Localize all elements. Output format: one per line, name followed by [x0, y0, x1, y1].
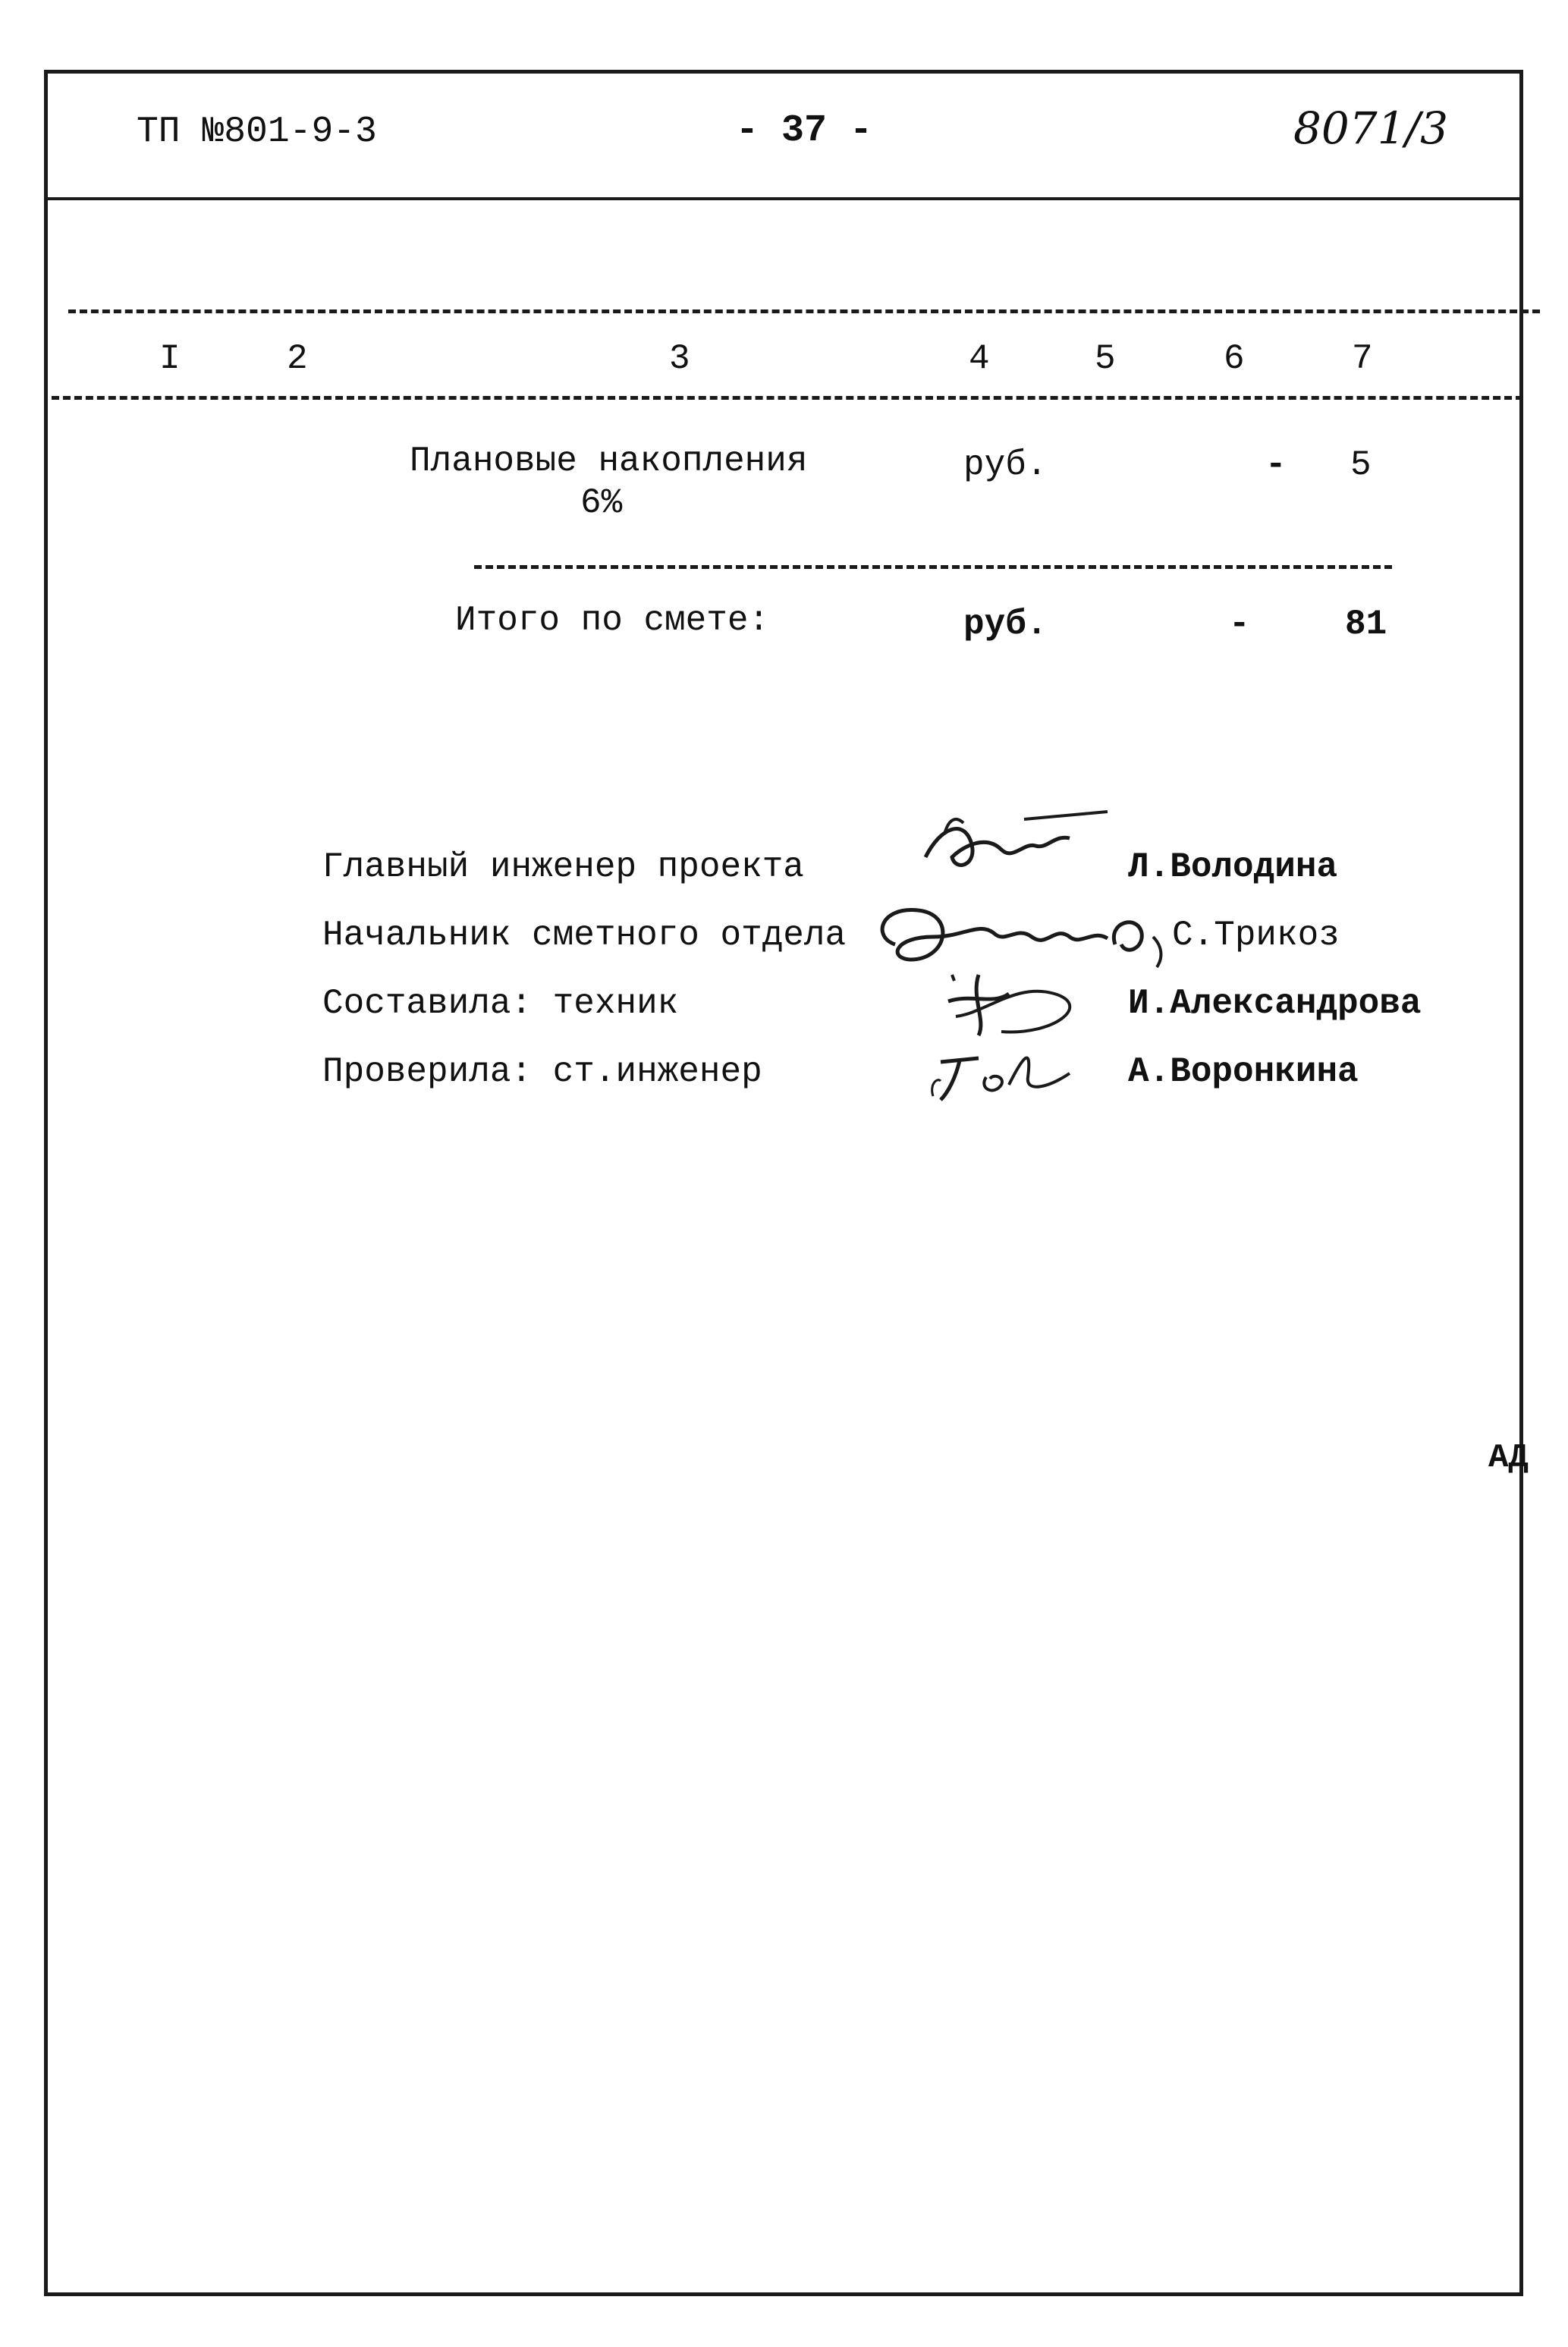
table-top-rule: [68, 309, 1540, 313]
signer-position-compiler: Составила: техник: [322, 984, 679, 1023]
signer-name-checker: А.Воронкина: [1128, 1052, 1359, 1092]
signature-compiler: [925, 960, 1108, 1043]
signature-checker: [918, 1032, 1115, 1108]
col-number-7: 7: [1352, 339, 1373, 379]
row-unit: руб.: [963, 445, 1048, 485]
signer-name-chief-engineer: Л.Володина: [1128, 847, 1338, 887]
header-divider: [44, 197, 1523, 200]
signer-name-compiler: И.Александрова: [1128, 984, 1422, 1023]
signature-chief-engineer: [910, 804, 1145, 888]
col-number-4: 4: [969, 339, 990, 379]
row-col6: -: [1265, 445, 1287, 485]
col-number-5: 5: [1095, 339, 1116, 379]
signer-position-estimate-head: Начальник сметного отдела: [322, 916, 847, 955]
subtotal-rule: [474, 565, 1392, 569]
table-header-rule: [52, 396, 1523, 400]
row-sublabel: 6%: [580, 483, 623, 523]
total-unit: руб.: [963, 605, 1048, 644]
col-number-6: 6: [1224, 339, 1245, 379]
doc-number: ТП №801-9-3: [137, 112, 377, 152]
total-col7: 81: [1345, 605, 1387, 644]
row-label: Плановые накопления: [410, 441, 808, 481]
page-number: - 37 -: [736, 109, 873, 152]
total-col6: -: [1229, 605, 1250, 644]
signer-name-estimate-head: С.Трикоз: [1172, 916, 1340, 955]
signer-position-checker: Проверила: ст.инженер: [322, 1052, 762, 1092]
col-number-3: 3: [669, 339, 690, 379]
signer-position-chief-engineer: Главный инженер проекта: [322, 847, 804, 887]
margin-mark: АД: [1488, 1439, 1529, 1477]
sheet-code: 8071/3: [1293, 102, 1449, 154]
total-label: Итого по смете:: [455, 601, 770, 640]
col-number-2: 2: [287, 339, 308, 379]
row-col7: 5: [1350, 445, 1372, 485]
page-frame: [44, 70, 1523, 2296]
col-number-1: I: [159, 339, 181, 379]
